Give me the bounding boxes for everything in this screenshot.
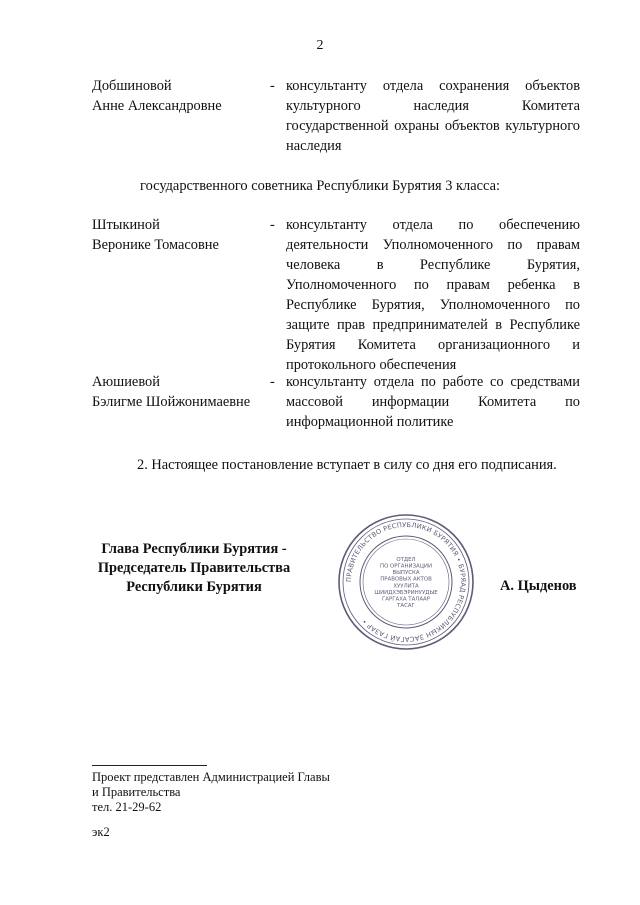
appointee-surname: Аюшиевой [92,374,160,390]
appointee-name [92,215,267,255]
footnote-divider [92,765,207,766]
seal-center-line: ВЫПУСКА [392,570,420,577]
signatory-title-line: Глава Республики Бурятия - [101,541,287,557]
appointee-given-names: Анне Александровне [92,98,222,114]
appointee-surname: Добшиновой [92,78,172,94]
page-number: 2 [316,38,324,53]
official-seal [336,512,476,652]
seal-center-line: ПО ОРГАНИЗАЦИИ [380,563,432,570]
appointee-position: консультанту отдела по обеспечению деятельности Уполномоченного по правам человека в Республике Бурятия, Уполномоченного по правам ребенка в Республике Бурятия, Уполномоченного по защите прав предпринимателей в Республике Бурятия Комитета организационного и протокольного обеспечения [286,217,580,373]
entry-dash: - [270,374,275,390]
seal-center-line: ТАСАГ [397,603,415,610]
appointee-surname: Штыкиной [92,217,160,233]
footer-note-line: Проект представлен Администрацией Главы [92,770,330,784]
signatory-title [94,540,294,597]
signatory-title-line: Республики Бурятия [126,579,262,595]
appointee-name [92,76,267,116]
footer-code: эк2 [92,825,110,839]
seal-center-line: ШИИДХЭБЭРИНУУДЫЕ [374,589,438,596]
seal-center-line: ГАРГАХА ТАЛААР [382,596,430,603]
seal-outer-text: ПРАВИТЕЛЬСТВО РЕСПУБЛИКИ БУРЯТИЯ • БУРЯАД РЕСПУБЛИКЫН ЗАСАГАЙ ГАЗАР • [344,520,468,644]
signer-name: А. Цыденов [500,578,577,594]
footer-phone: тел. 21-29-62 [92,800,162,814]
signatory-title-line: Председатель Правительства [97,560,291,576]
grade-heading: государственного советника Республики Бурятия 3 класса: [140,178,500,194]
appointee-name [92,372,267,412]
seal-center-line: ХУУЛИТА [393,583,419,590]
seal-center-line: ПРАВОВЫХ АКТОВ [380,576,432,583]
clause-2: 2. Настоящее постановление вступает в силу со дня его подписания. [137,457,557,473]
footer-note-line: и Правительства [92,785,181,799]
entry-dash: - [270,78,275,94]
appointee-given-names: Веронике Томасовне [92,237,219,253]
appointee-position: консультанту отдела сохранения объектов культурного наследия Комитета государственной охраны объектов культурного наследия [286,78,580,154]
entry-dash: - [270,217,275,233]
seal-center-line: ОТДЕЛ [396,556,416,563]
appointee-given-names: Бэлигме Шойжонимаевне [92,394,251,410]
appointee-position: консультанту отдела по работе со средствами массовой информации Комитета по информационной политике [286,374,580,430]
